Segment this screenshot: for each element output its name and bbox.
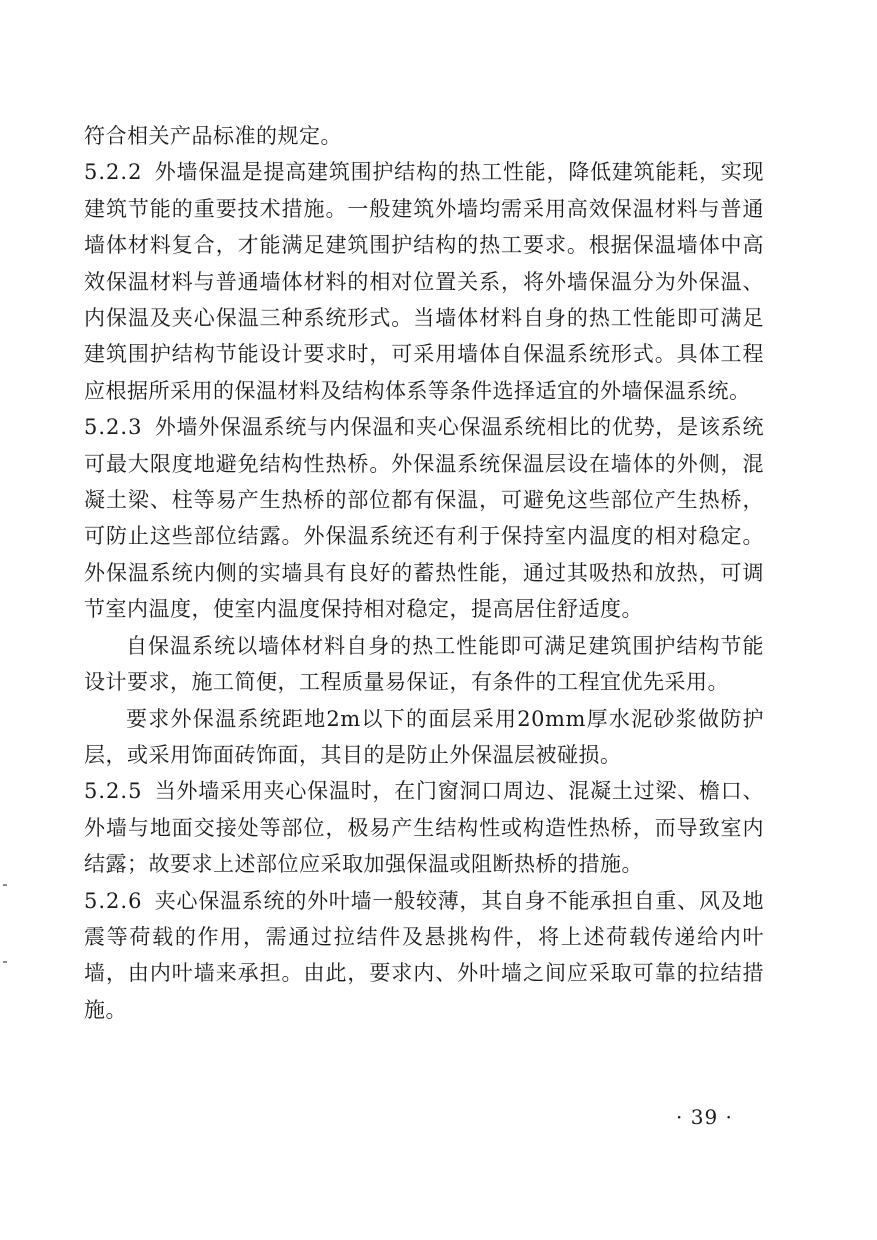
scan-margin-mark — [3, 884, 7, 886]
paragraph-self-insulation — [84, 628, 764, 701]
paragraph-text: 外墙保温是提高建筑围护结构的热工性能，降低建筑能耗，实现建筑节能的重要技术措施。一般建筑外墙均需采用高效保温材料与普通墙体材料复合，才能满足建筑围护结构的热工要求。根据保温墙体中高效保温材料与普通墙体材料的相对位置关系，将外墙保温分为外保温、内保温及夹心保温三种系统形式。当墙体材料自身的热工性能即可满足建筑围护结构节能设计要求时，可采用墙体自保温系统形式。具体工程应根据所采用的保温材料及结构体系等条件选择适宜的外墙保温系统。 — [84, 160, 764, 403]
paragraph-5-2-3 — [84, 409, 764, 627]
paragraph-5-2-5 — [84, 773, 764, 882]
paragraph-text: 自保温系统以墙体材料自身的热工性能即可满足建筑围护结构节能设计要求，施工简便，工程质量易保证，有条件的工程宜优先采用。 — [84, 633, 764, 695]
section-number: 5.2.5 — [84, 779, 143, 804]
scan-margin-mark — [3, 961, 7, 963]
section-number: 5.2.6 — [84, 888, 143, 913]
paragraph-text: 外墙外保温系统与内保温和夹心保温系统相比的优势，是该系统可最大限度地避免结构性热桥。外保温系统保温层设在墙体的外侧，混凝土梁、柱等易产生热桥的部位都有保温，可避免这些部位产生热桥，可防止这些部位结露。外保温系统还有利于保持室内温度的相对稳定。外保温系统内侧的实墙具有良好的蓄热性能，通过其吸热和放热，可调节室内温度，使室内温度保持相对稳定，提高居住舒适度。 — [84, 415, 764, 622]
body-text — [84, 118, 764, 1028]
page-number: · 39 · — [676, 1105, 733, 1129]
paragraph-continuation — [84, 118, 764, 154]
paragraph-text: 符合相关产品标准的规定。 — [84, 124, 342, 148]
paragraph-5-2-6 — [84, 883, 764, 1029]
section-number: 5.2.3 — [84, 415, 143, 440]
paragraph-text: 要求外保温系统距地2m以下的面层采用20mm厚水泥砂浆做防护层，或采用饰面砖饰面，其目的是防止外保温层被碰损。 — [84, 706, 764, 767]
paragraph-5-2-2 — [84, 154, 764, 409]
section-number: 5.2.2 — [84, 160, 143, 185]
paragraph-text: 夹心保温系统的外叶墙一般较薄，其自身不能承担自重、风及地震等荷载的作用，需通过拉结件及悬挑构件，将上述荷载传递给内叶墙，由内叶墙来承担。由此，要求内、外叶墙之间应采取可靠的拉结措施。 — [84, 888, 764, 1022]
paragraph-protective-layer — [84, 701, 764, 774]
paragraph-text: 当外墙采用夹心保温时，在门窗洞口周边、混凝土过梁、檐口、外墙与地面交接处等部位，极易产生结构性或构造性热桥，而导致室内结露；故要求上述部位应采取加强保温或阻断热桥的措施。 — [84, 779, 764, 877]
